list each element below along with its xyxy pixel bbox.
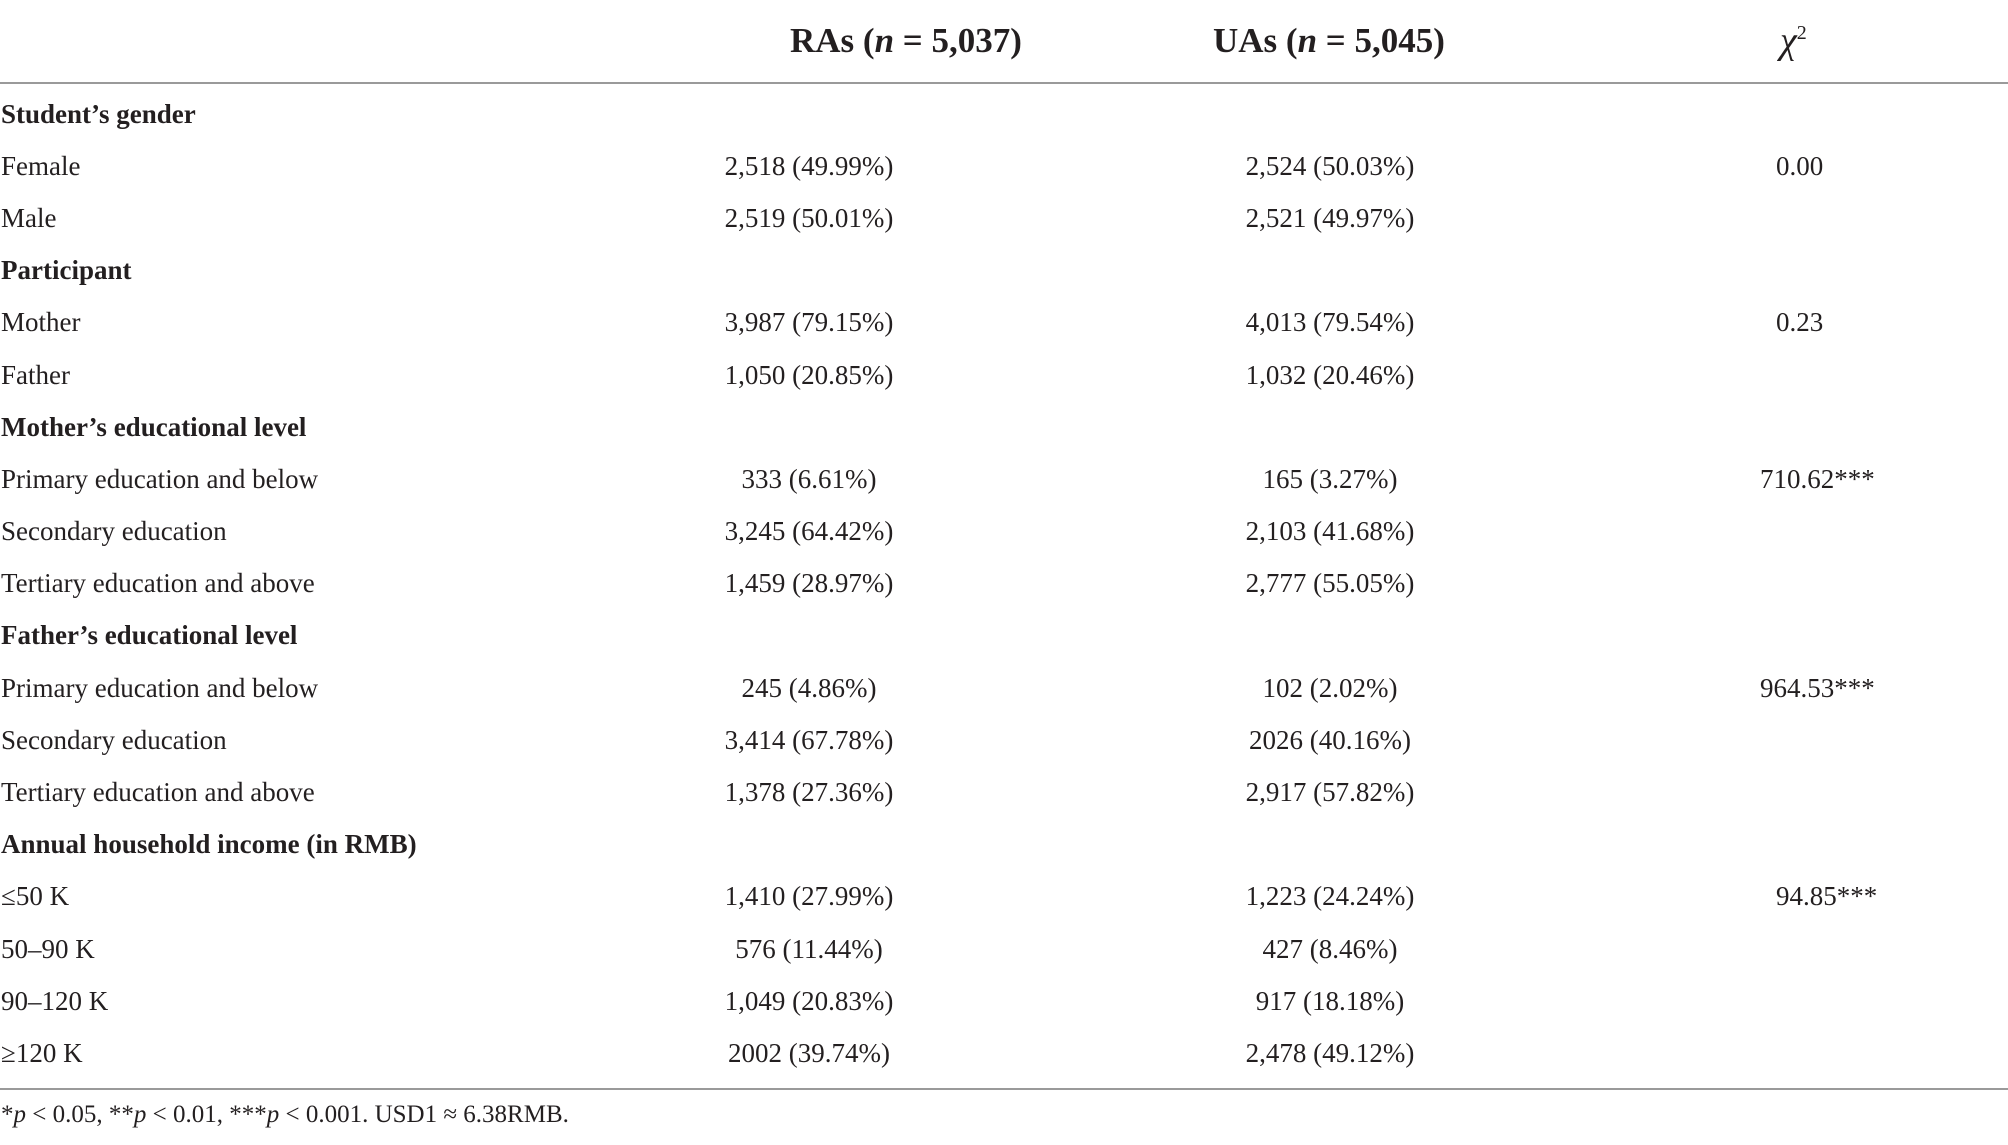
row-label: ≥120 K — [0, 1027, 600, 1088]
ras-value: 2002 (39.74%) — [600, 1027, 1018, 1088]
uas-value — [1018, 819, 1642, 871]
uas-value: 1,032 (20.46%) — [1245, 359, 1415, 390]
table-row — [0, 140, 2008, 192]
section-header-row — [0, 83, 2008, 140]
section-label: Father’s educational level — [1, 620, 298, 651]
footnote-rest2: < 0.01, *** — [146, 1101, 267, 1128]
header-chi-square — [1642, 0, 2008, 83]
footnote-rest1: < 0.05, ** — [26, 1101, 134, 1128]
section-label: Student’s gender — [1, 98, 196, 129]
chi-square-value — [1642, 506, 2008, 558]
ras-value: 3,245 (64.42%) — [724, 516, 894, 547]
chi-square-value — [1642, 610, 2008, 662]
row-label: ≤50 K — [1, 881, 70, 912]
footnote-p3: p — [266, 1101, 280, 1128]
header-ras-n: n — [874, 21, 895, 60]
uas-value: 165 (3.27%) — [1262, 463, 1398, 494]
ras-value: 2,518 (49.99%) — [724, 150, 894, 181]
ras-value: 245 (4.86%) — [741, 672, 877, 703]
ras-value: 576 (11.44%) — [735, 933, 883, 964]
chi-square-value — [1642, 349, 2008, 401]
chi-square-value: 0.00 — [1776, 150, 1824, 181]
ras-value: 1,378 (27.36%) — [724, 777, 894, 808]
chi-square-value — [1642, 401, 2008, 453]
ras-value — [600, 245, 1018, 297]
chi-square-value: 964.53*** — [1760, 672, 1875, 703]
table-body — [0, 83, 2008, 1089]
chi-square-value — [1642, 819, 2008, 871]
row-label: Primary education and below — [1, 672, 319, 703]
section-label: Mother’s educational level — [1, 411, 307, 442]
section-label: Annual household income (in RMB) — [1, 829, 417, 860]
uas-value: 917 (18.18%) — [1255, 985, 1405, 1016]
table-row — [0, 349, 2008, 401]
table-row — [0, 506, 2008, 558]
chi-square-value — [1642, 714, 2008, 766]
chi-square-value — [1642, 245, 2008, 297]
uas-value: 2,917 (57.82%) — [1245, 777, 1415, 808]
uas-value: 2,478 (49.12%) — [1018, 1027, 1642, 1088]
ras-value — [600, 610, 1018, 662]
row-label: Male — [1, 202, 57, 233]
table-row — [0, 558, 2008, 610]
table-row — [0, 975, 2008, 1027]
chi-square-value — [1642, 192, 2008, 244]
header-ras-suffix: = 5,037) — [894, 21, 1022, 60]
ras-value: 1,049 (20.83%) — [724, 985, 894, 1016]
header-ras — [600, 0, 1022, 83]
section-header-row — [0, 245, 2008, 297]
uas-value — [1018, 83, 1642, 140]
row-label: Secondary education — [1, 724, 227, 755]
footnote-p2: p — [133, 1101, 147, 1128]
table-row — [0, 192, 2008, 244]
uas-value — [1018, 401, 1642, 453]
row-label: Tertiary education and above — [1, 777, 315, 808]
header-uas-n: n — [1297, 21, 1318, 60]
header-uas-prefix: UAs ( — [1213, 21, 1298, 60]
chi-symbol: χ — [1780, 20, 1797, 62]
chi-square-value — [1642, 923, 2008, 975]
table-row — [0, 1027, 2008, 1088]
header-label — [0, 0, 600, 83]
uas-value: 427 (8.46%) — [1262, 933, 1398, 964]
table-footnote — [1, 1101, 569, 1129]
uas-value: 4,013 (79.54%) — [1245, 307, 1415, 338]
chi-square-value — [1642, 975, 2008, 1027]
row-label: 90–120 K — [1, 985, 109, 1016]
row-label: Secondary education — [1, 516, 227, 547]
table-row — [0, 662, 2008, 714]
uas-value: 2,521 (49.97%) — [1245, 202, 1415, 233]
ras-value — [600, 83, 1018, 140]
row-label: Female — [1, 150, 81, 181]
footnote-p1: p — [13, 1101, 26, 1128]
ras-value — [600, 401, 1018, 453]
row-label: Tertiary education and above — [1, 568, 315, 599]
section-header-row — [0, 401, 2008, 453]
ras-value: 1,050 (20.85%) — [724, 359, 894, 390]
ras-value: 333 (6.61%) — [741, 463, 877, 494]
table-row — [0, 453, 2008, 505]
ras-value: 3,987 (79.15%) — [724, 307, 894, 338]
chi-square-value: 94.85*** — [1776, 881, 1878, 912]
uas-value: 2,524 (50.03%) — [1245, 150, 1415, 181]
uas-value: 2026 (40.16%) — [1249, 724, 1411, 755]
chi-superscript: 2 — [1796, 22, 1807, 44]
uas-value: 2,777 (55.05%) — [1245, 568, 1415, 599]
section-label: Participant — [1, 255, 132, 286]
row-label: Father — [1, 359, 70, 390]
chi-square-value — [1642, 766, 2008, 818]
uas-value: 1,223 (24.24%) — [1245, 881, 1415, 912]
chi-square-value — [1642, 1027, 2008, 1088]
table-header-row — [0, 0, 2008, 83]
row-label: Mother — [1, 307, 81, 338]
ras-value: 3,414 (67.78%) — [724, 724, 894, 755]
row-label: 50–90 K — [1, 933, 95, 964]
chi-square-value: 710.62*** — [1760, 463, 1875, 494]
header-ras-prefix: RAs ( — [790, 21, 875, 60]
table-row — [0, 766, 2008, 818]
footnote-rest3: < 0.001. USD1 ≈ 6.38RMB. — [279, 1101, 569, 1128]
table-row — [0, 923, 2008, 975]
header-uas-suffix: = 5,045) — [1317, 21, 1445, 60]
ras-value: 1,410 (27.99%) — [724, 881, 894, 912]
ras-value: 1,459 (28.97%) — [724, 568, 894, 599]
chi-square-value — [1642, 558, 2008, 610]
ras-value — [600, 819, 1018, 871]
table-row — [0, 714, 2008, 766]
table-row — [0, 871, 2008, 923]
footnote-star: * — [1, 1101, 14, 1128]
uas-value — [1018, 245, 1642, 297]
uas-value: 2,103 (41.68%) — [1245, 516, 1415, 547]
uas-value — [1018, 610, 1642, 662]
chi-square-value — [1642, 83, 2008, 140]
section-header-row — [0, 610, 2008, 662]
section-header-row — [0, 819, 2008, 871]
table-row — [0, 297, 2008, 349]
chi-square-value: 0.23 — [1776, 307, 1824, 338]
row-label: Primary education and below — [1, 463, 319, 494]
ras-value: 2,519 (50.01%) — [724, 202, 894, 233]
header-uas — [1018, 0, 1642, 83]
uas-value: 102 (2.02%) — [1262, 672, 1398, 703]
